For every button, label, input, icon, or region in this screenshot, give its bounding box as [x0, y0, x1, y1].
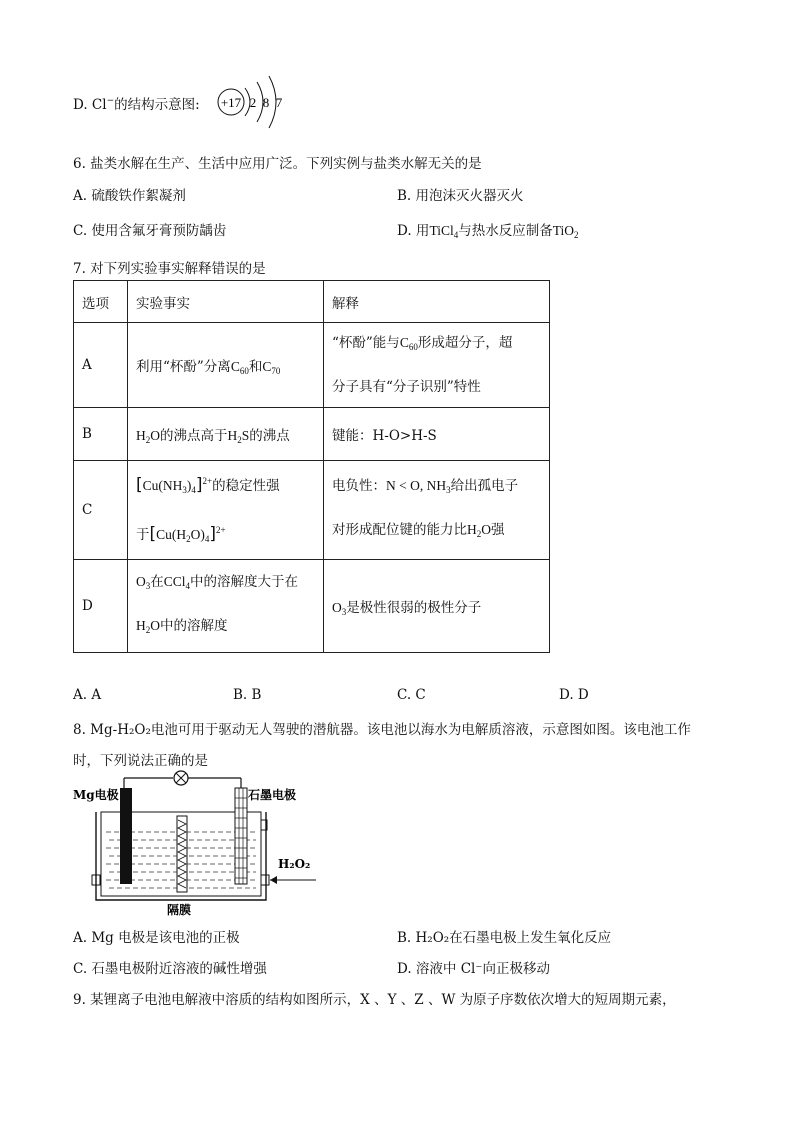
h2o2-label: H₂O₂	[278, 857, 311, 871]
table-row	[74, 323, 550, 408]
cl-structure-diagram	[215, 70, 295, 132]
q8-option-a: A. Mg 电极是该电池的正极	[73, 930, 240, 946]
q7-option-a: A. A	[73, 687, 102, 703]
row-b-fact: $H_2O$的沸点高于$H_2S$的沸点	[128, 408, 324, 461]
table-row	[74, 461, 550, 560]
q8-stem-line-1: 8. Mg-H₂O₂电池可用于驱动无人驾驶的潜航器。该电池以海水为电解质溶液，示意图如图。该电池工作	[73, 722, 691, 738]
table-header-row	[74, 281, 550, 323]
q5-option-d-text: 的结构示意图:	[114, 97, 200, 113]
q6-option-d-pre: D. 用	[397, 223, 430, 239]
header-explanation: 解释	[324, 281, 550, 323]
row-d-fact: $O_3$在CCl$_4$中的溶解度大于在 $H_2O$中的溶解度	[128, 560, 324, 653]
shell-1: 2	[249, 95, 257, 110]
shell-2: 8	[262, 95, 270, 110]
q8-option-b: B. H₂O₂在石墨电极上发生氧化反应	[397, 930, 612, 946]
table-row	[74, 560, 550, 653]
shell-3: 7	[275, 95, 283, 110]
row-a-fact: 利用“杯酚”分离$C_{60}$和$C_{70}$	[128, 323, 324, 408]
table-row	[74, 408, 550, 461]
q7-option-c: C. C	[397, 687, 426, 703]
q8-stem-line-2: 时，下列说法正确的是	[73, 753, 208, 769]
q5-option-d	[73, 93, 200, 113]
q7-option-d: D. D	[559, 687, 589, 703]
mg-electrode	[120, 788, 132, 884]
q6-option-a: A. 硫酸铁作絮凝剂	[73, 188, 186, 204]
q8-option-d: D. 溶液中 Cl⁻向正极移动	[397, 961, 550, 977]
q6-option-d-mid: 与热水反应制备	[458, 223, 553, 239]
row-a-explanation: “杯酚”能与$C_{60}$形成超分子，超 分子具有“分子识别”特性	[324, 323, 550, 408]
row-a-label: A	[74, 323, 128, 408]
q8-option-c: C. 石墨电极附近溶液的碱性增强	[73, 961, 267, 977]
q7-table	[73, 280, 550, 653]
row-b-explanation: 键能：H-O>H-S	[324, 408, 550, 461]
row-c-label: C	[74, 461, 128, 560]
q9-stem: 9. 某锂离子电池电解液中溶质的结构如图所示，X 、Y 、Z 、W 为原子序数依次增大的短周期元素，	[73, 992, 676, 1008]
nucleus-charge: +17	[220, 95, 242, 110]
graphite-electrode	[235, 788, 247, 884]
ticl4-formula: TiCl$_4$	[429, 223, 459, 240]
graphite-electrode-label: 石墨电极	[248, 788, 297, 802]
q6-option-c: C. 使用含氟牙膏预防龋齿	[73, 223, 227, 239]
tio2-formula: TiO$_2$	[552, 223, 579, 240]
header-fact: 实验事实	[128, 281, 324, 323]
row-d-label: D	[74, 560, 128, 653]
battery-diagram	[70, 770, 330, 918]
row-c-fact: $[Cu(NH_3)_4]^{2+}$的稳定性强 于$[Cu(H_2O)_4]^{2+}$	[128, 461, 324, 560]
membrane-label: 隔膜	[167, 903, 192, 917]
q6-option-b: B. 用泡沫灭火器灭火	[397, 188, 524, 204]
mg-electrode-label: Mg电极	[73, 788, 119, 802]
q7-option-b: B. B	[233, 687, 262, 703]
q5-option-d-charge: −	[106, 96, 115, 106]
row-c-explanation: 电负性：N < O, $NH_3$给出孤电子 对形成配位键的能力比$H_2O$强	[324, 461, 550, 560]
row-d-explanation: $O_3$是极性很弱的极性分子	[324, 560, 550, 653]
q5-option-d-prefix: D. Cl	[73, 97, 107, 113]
q6-option-d	[397, 219, 579, 240]
row-b-label: B	[74, 408, 128, 461]
inlet-arrow-icon	[270, 876, 277, 884]
header-option: 选项	[74, 281, 128, 323]
q6-stem: 6. 盐类水解在生产、生活中应用广泛。下列实例与盐类水解无关的是	[73, 156, 482, 172]
q7-stem: 7. 对下列实验事实解释错误的是	[73, 261, 266, 277]
